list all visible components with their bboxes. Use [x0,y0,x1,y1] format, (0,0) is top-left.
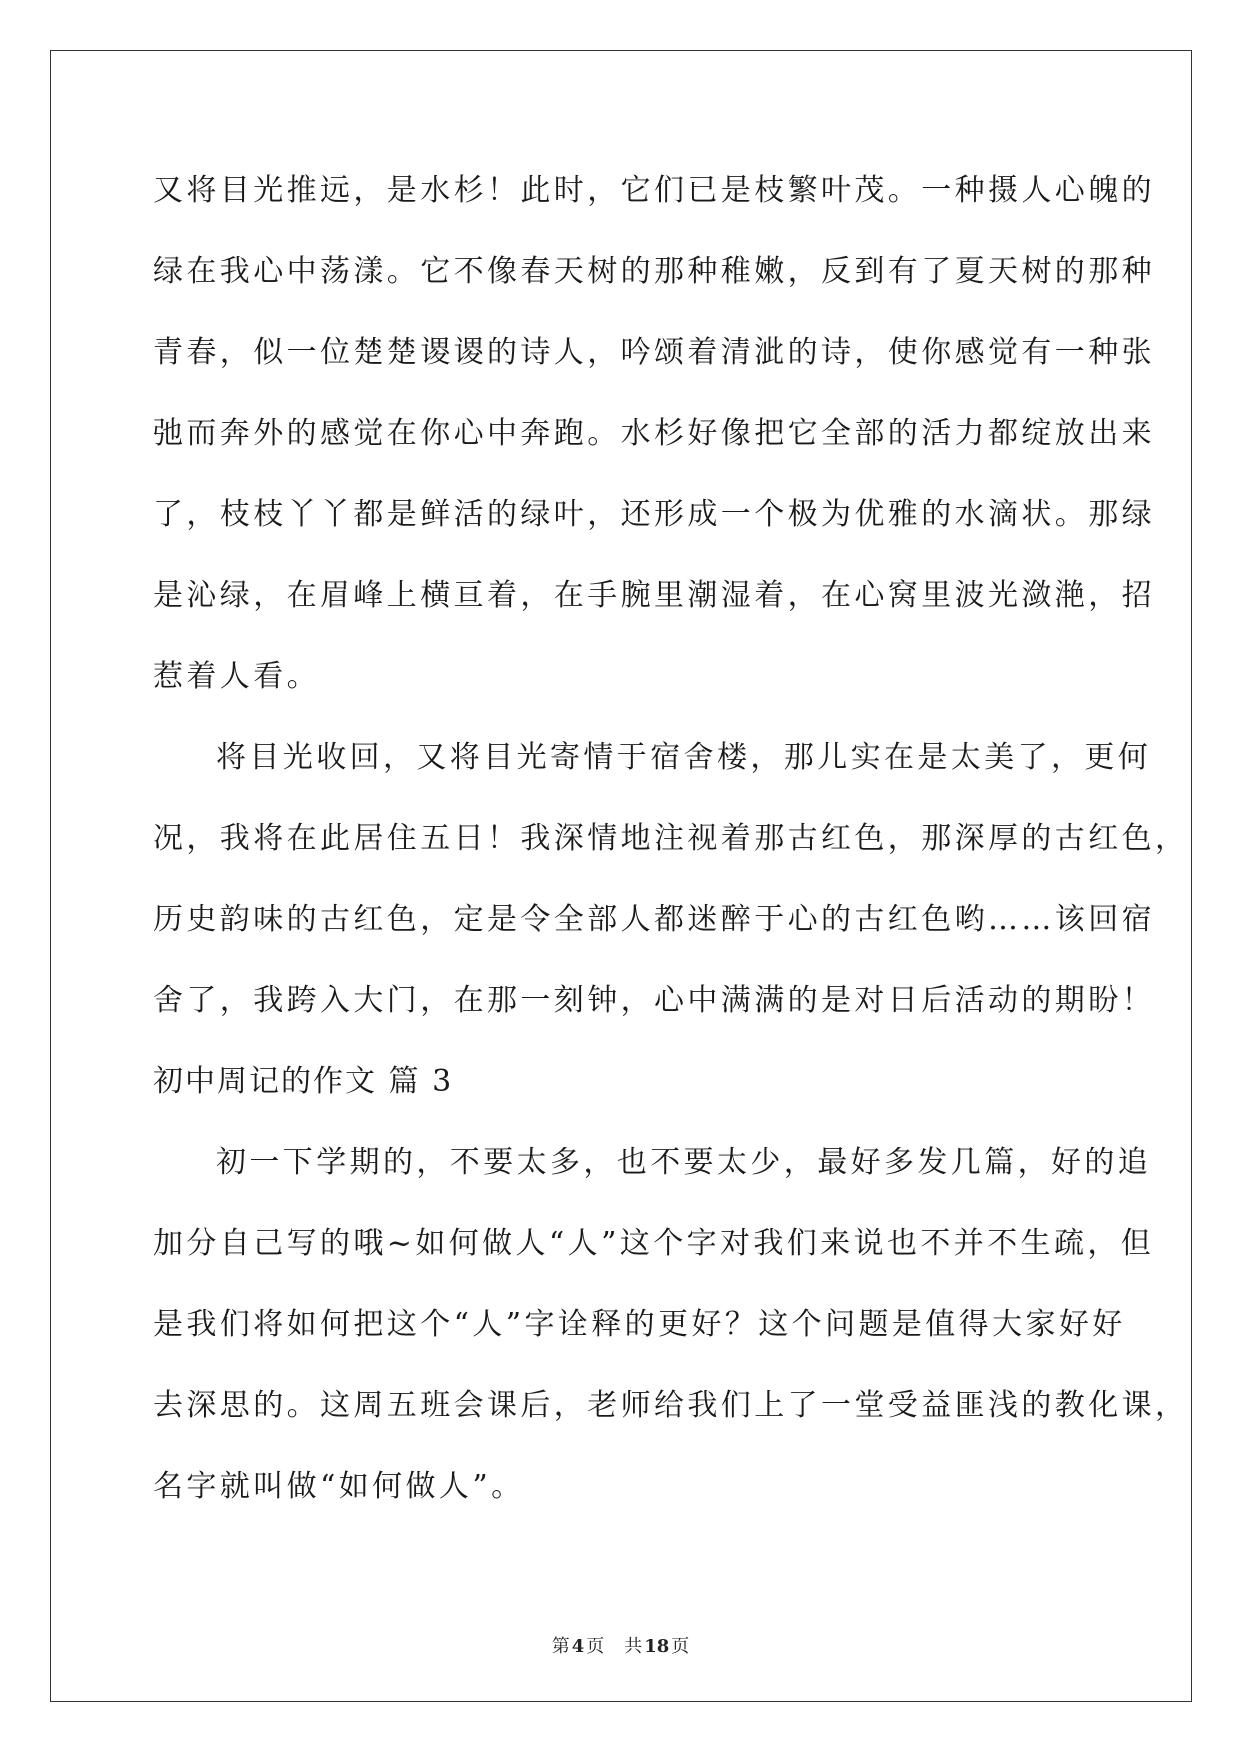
text-line: 况，我将在此居住五日！我深情地注视着那古红色，那深厚的古红色， [153,821,1189,856]
page-suffix: 页 [586,1636,605,1657]
text-line: 历史韵味的古红色，定是令全部人都迷醉于心的古红色哟……该回宿 [153,902,1155,937]
text-line: 是沁绿，在眉峰上横亘着，在手腕里潮湿着，在心窝里波光潋滟，招 [153,578,1155,613]
page-number: 4 [571,1636,585,1657]
text-line: 去深思的。这周五班会课后，老师给我们上了一堂受益匪浅的教化课， [153,1388,1189,1423]
section-heading: 初中周记的作文 篇 3 [153,1064,454,1099]
total-prefix: 共 [624,1636,643,1657]
text-line: 名字就叫做“如何做人”。 [153,1469,525,1504]
paragraph-first-line: 将目光收回，又将目光寄情于宿舍楼，那儿实在是太美了，更何 [216,740,1152,775]
page-prefix: 第 [551,1636,570,1657]
text-line: 青春，似一位楚楚谡谡的诗人，吟颂着清泚的诗，使你感觉有一种张 [153,335,1155,370]
text-line: 绿在我心中荡漾。它不像春天树的那种稚嫩，反到有了夏天树的那种 [153,254,1155,289]
total-pages: 18 [644,1636,670,1657]
text-line: 加分自己写的哦~如何做人“人”这个字对我们来说也不并不生疏，但 [153,1226,1155,1261]
text-line: 弛而奔外的感觉在你心中奔跑。水杉好像把它全部的活力都绽放出来 [153,416,1155,451]
text-line: 是我们将如何把这个“人”字诠释的更好？这个问题是值得大家好好 [153,1307,1126,1342]
text-line: 舍了，我跨入大门，在那一刻钟，心中满满的是对日后活动的期盼！ [153,983,1155,1018]
page-footer [0,1632,1241,1658]
document-body [153,160,1189,1537]
paragraph-first-line: 初一下学期的，不要太多，也不要太少，最好多发几篇，好的追 [216,1145,1152,1180]
text-line: 了，枝枝丫丫都是鲜活的绿叶，还形成一个极为优雅的水滴状。那绿 [153,497,1155,532]
text-line: 又将目光推远，是水杉！此时，它们已是枝繁叶茂。一种摄人心魄的 [153,173,1155,208]
total-suffix: 页 [671,1636,690,1657]
text-line: 惹着人看。 [153,659,320,694]
